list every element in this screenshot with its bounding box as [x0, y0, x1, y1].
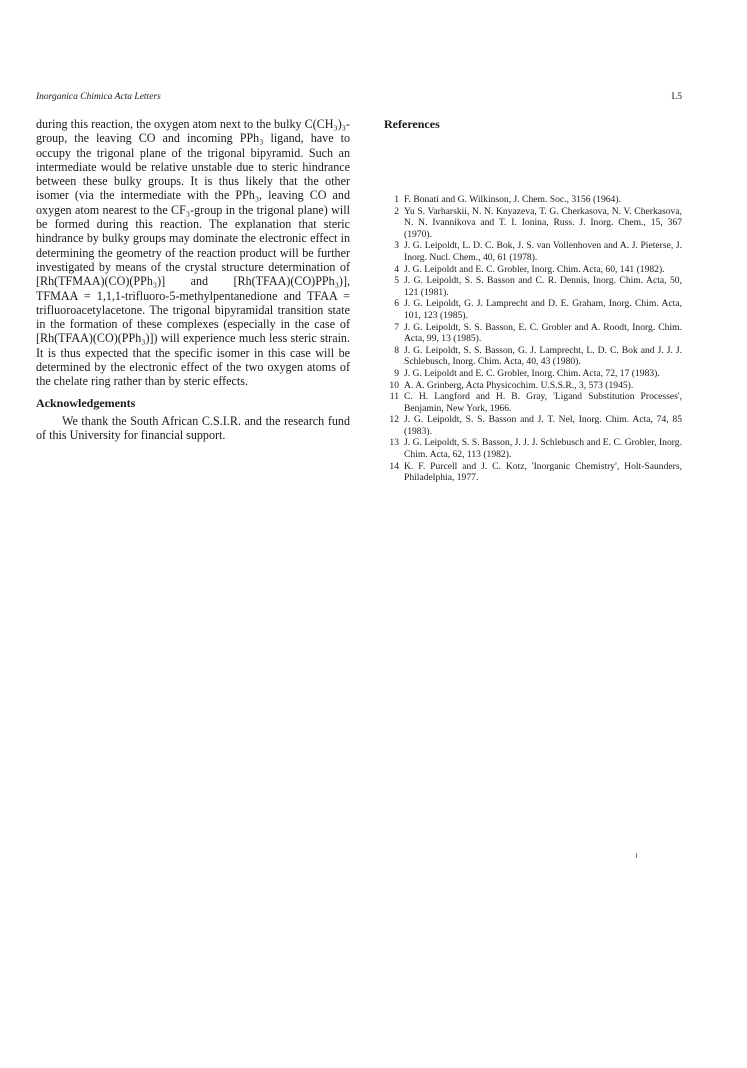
reference-text: A. A. Grinberg, Acta Physicochim. U.S.S.R., 3, 573 (1945). — [404, 379, 634, 391]
reference-text: J. G. Leipoldt and E. C. Grobler, Inorg. Chim. Acta, 72, 17 (1983). — [404, 367, 660, 379]
reference-number: 14 — [389, 460, 399, 472]
reference-text: J. G. Leipoldt, G. J. Lamprecht and D. E. Graham, Inorg. Chim. Acta, 101, 123 (1985). — [404, 298, 682, 321]
left-column — [36, 117, 350, 443]
reference-item — [384, 461, 682, 484]
reference-item — [384, 368, 682, 380]
reference-item — [384, 298, 682, 321]
reference-item — [384, 206, 682, 241]
reference-text: J. G. Leipoldt, S. S. Basson and C. R. Dennis, Inorg. Chim. Acta, 50, 121 (1981). — [404, 275, 682, 298]
reference-number: 13 — [389, 437, 399, 449]
reference-number: 1 — [394, 194, 399, 205]
reference-text: J. G. Leipoldt, S. S. Basson, J. J. J. Schlebusch and E. C. Grobler, Inorg. Chim. Acta, 62, 113 (1982). — [404, 437, 682, 461]
reference-item — [384, 194, 682, 206]
reference-item — [384, 391, 682, 414]
reference-number: 10 — [389, 379, 399, 391]
reference-item — [384, 240, 682, 263]
reference-number: 7 — [394, 321, 399, 333]
acknowledgements-heading: Acknowledgements — [36, 395, 136, 410]
reference-text: J. G. Leipoldt, S. S. Basson, G. J. Lamprecht, L. D. C. Bok and J. J. J. Schlebusch, Inorg. Chim. Acta, 40, 43 (1980). — [404, 344, 682, 368]
reference-number: 3 — [394, 240, 399, 252]
reference-number: 8 — [394, 344, 399, 356]
reference-text: J. G. Leipoldt, S. S. Basson and J. T. Nel, Inorg. Chim. Acta, 74, 85 (1983). — [404, 414, 682, 437]
reference-number: 6 — [394, 298, 399, 310]
reference-item — [384, 414, 682, 437]
reference-number: 2 — [394, 205, 399, 217]
reference-text: J. G. Leipoldt, L. D. C. Bok, J. S. van Vollenhoven and A. J. Pieterse, J. Inorg. Nucl. Chem., 40, 61 (1978). — [404, 240, 682, 263]
reference-text: Yu S. Varharskii, N. N. Knyazeva, T. G. Cherkasova, N. V. Cherkasova, N. N. Ivannikova and T. I. Ionina, Russ. J. Inorg. Chem., 15, 367 (1970). — [404, 205, 682, 240]
reference-item — [384, 264, 682, 276]
reference-text: J. G. Leipoldt, S. S. Basson, E. C. Grobler and A. Roodt, Inorg. Chim. Acta, 99, 13 (1985). — [404, 321, 682, 345]
reference-text: J. G. Leipoldt and E. C. Grobler, Inorg. Chim. Acta, 60, 141 (1982). — [404, 263, 665, 275]
reference-item — [384, 437, 682, 460]
reference-item — [384, 322, 682, 345]
reference-list — [384, 194, 682, 484]
page-number: L5 — [671, 92, 682, 102]
reference-item — [384, 345, 682, 368]
right-column — [384, 117, 682, 484]
journal-title: Inorganica Chimica Acta Letters — [36, 92, 161, 102]
reference-text: C. H. Langford and H. B. Gray, 'Ligand Substitution Processes', Benjamin, New York, 1966. — [404, 391, 682, 414]
reference-text: K. F. Purcell and J. C. Kotz, 'Inorganic Chemistry', Holt-Saunders, Philadelphia, 1977. — [404, 460, 682, 484]
reference-number: 9 — [394, 367, 399, 379]
body-paragraph: during this reaction, the oxygen atom next to the bulky C(CH₃)₃-group, the leaving CO and incoming PPh₃ ligand, have to occupy the trigonal plane of the trigonal bipyramid. Such an intermediate would be relative unstable due to steric hindrance between these bulky groups. It is thus likely that the other isomer (via the intermediate with the PPh₃, leaving CO and oxygen atom nearest to the CF₃-group in the trigonal plane) will be formed during this reaction. The explanation that steric hindrance by bulky groups may dominate the electronic effect in determining the geometry of the reaction product will be further investigated by means of the crystal structure determination of [Rh(TFMAA)(CO)(PPh₃)] and [Rh(TFAA)(CO)PPh₃)], TFMAA = 1,1,1-trifluoro-5-methylpentanedione and TFAA = trifluoroacetylacetone. The trigonal bipyramidal transition state in the formation of these complexes (especially in the case of [Rh(TFAA)(CO)(PPh₃)]) will experience much less steric strain. It is thus expected that the specific isomer in this case will be determined by the electronic effect of the two oxygen atoms of the chelate ring rather than by steric effects. — [36, 117, 350, 389]
reference-number: 11 — [389, 391, 399, 403]
reference-number: 4 — [394, 263, 399, 275]
reference-item — [384, 275, 682, 298]
reference-number: 5 — [394, 275, 399, 287]
margin-mark — [636, 853, 637, 858]
reference-number: 12 — [389, 414, 399, 426]
reference-text: F. Bonati and G. Wilkinson, J. Chem. Soc., 3156 (1964). — [404, 194, 621, 205]
acknowledgements-text: We thank the South African C.S.I.R. and the research fund of this University for financial support. — [36, 413, 350, 443]
references-heading: References — [384, 117, 440, 131]
reference-item — [384, 380, 682, 392]
